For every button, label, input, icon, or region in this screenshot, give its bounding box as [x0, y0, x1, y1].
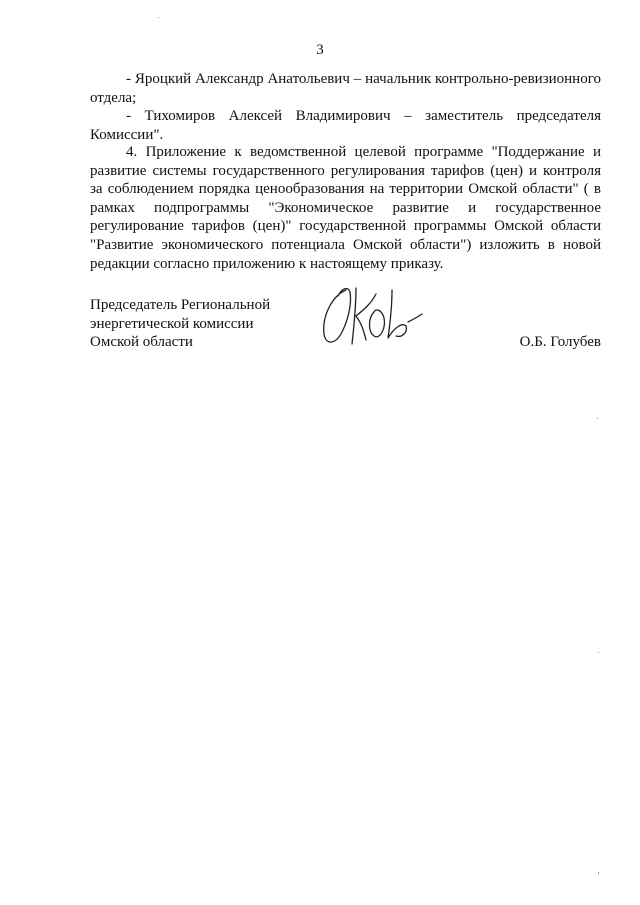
signatory-title	[90, 296, 270, 352]
body-paragraph-2	[90, 107, 601, 144]
paragraph-text: - Яроцкий Александр Анатольевич – начальник контрольно-ревизионного отдела;	[90, 71, 601, 106]
paragraph-text: - Тихомиров Алексей Владимирович – заместитель председателя Комиссии".	[90, 108, 601, 143]
signatory-title-line-3: Омской области	[90, 334, 193, 351]
page-number: 3	[316, 42, 324, 58]
scan-speck	[598, 652, 599, 653]
signatory-title-line-1: Председатель Региональной	[90, 297, 271, 313]
signatory-name: О.Б. Голубев	[519, 334, 601, 350]
handwritten-signature	[312, 282, 432, 352]
body-paragraph-3	[90, 143, 601, 273]
body-paragraph-1	[90, 70, 601, 107]
scan-speck	[598, 872, 599, 874]
scan-speck	[158, 17, 159, 18]
scan-speck	[597, 418, 598, 419]
signatory-title-line-2: энергетической комиссии	[90, 315, 254, 332]
paragraph-text: 4. Приложение к ведомственной целевой программе "Поддержание и развитие системы государственного регулирования тарифов (цен) и контроля за соблюдением порядка ценообразования на территории Омской области" ( в рамках подпрограммы "Экономическое развитие и государственное регулирование тарифов (цен)" государственной программы Омской области "Развитие экономического потенциала Омской области") изложить в новой редакции согласно приложению к настоящему приказу.	[90, 144, 601, 272]
